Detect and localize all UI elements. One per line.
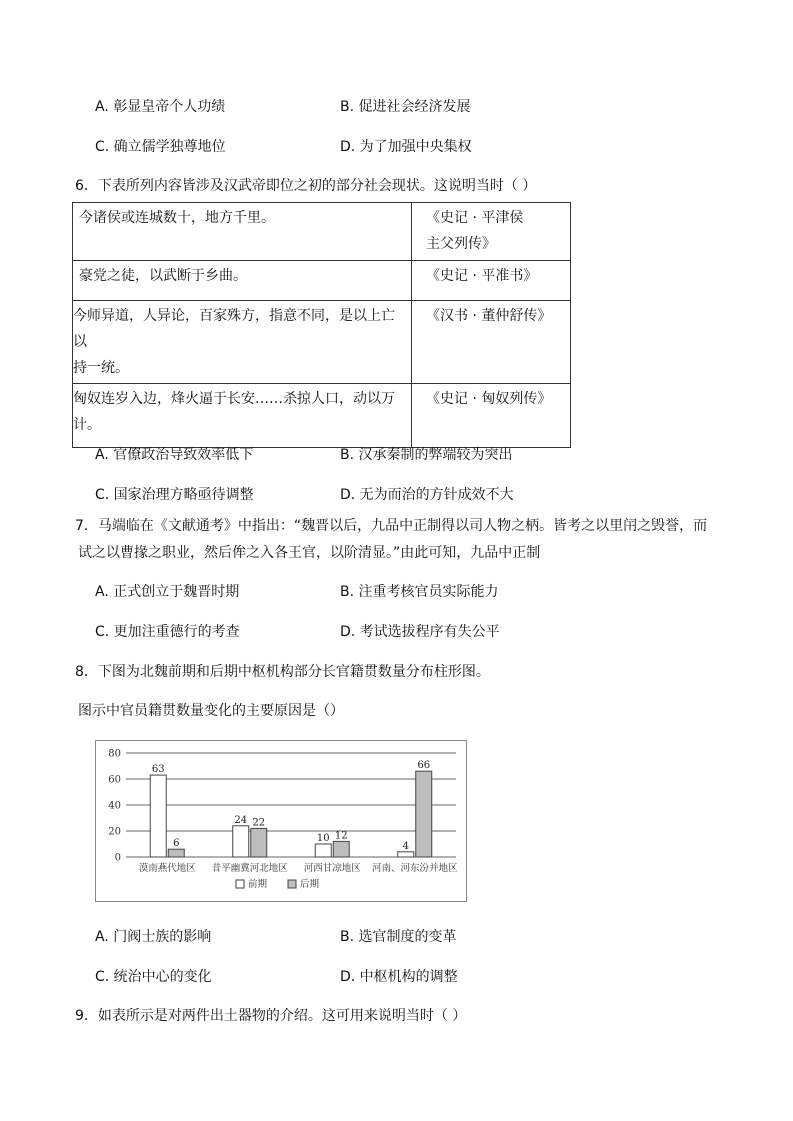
data-label: 66 xyxy=(417,760,431,772)
table-cell-text: 持一统。 xyxy=(73,360,129,376)
legend-swatch xyxy=(288,880,296,888)
q8-option-d: D. 中枢机构的调整 xyxy=(340,969,458,985)
q7-option-d: D. 考试选拔程序有失公平 xyxy=(340,624,500,640)
table-cell-source xyxy=(412,261,571,301)
data-label: 22 xyxy=(252,817,266,829)
q6-stem: 6．下表所列内容皆涉及汉武帝即位之初的部分社会现状。这说明当时（ ） xyxy=(75,178,537,194)
table-cell xyxy=(73,384,412,448)
q6-option-a: A. 官僚政治导致效率低下 xyxy=(95,447,254,463)
q6-option-c: C. 国家治理方略亟待调整 xyxy=(95,487,254,503)
q8-option-b: B. 选官制度的变革 xyxy=(340,929,457,945)
y-tick-label: 60 xyxy=(108,774,121,786)
data-label: 24 xyxy=(234,814,248,826)
q8-option-a: A. 门阀士族的影响 xyxy=(95,929,212,945)
bar-chart xyxy=(96,741,466,901)
bar-early xyxy=(233,826,249,857)
bar-early xyxy=(315,844,331,857)
q5-option-d: D. 为了加强中央集权 xyxy=(340,139,472,155)
data-label: 12 xyxy=(334,830,348,842)
bar-late xyxy=(168,849,184,857)
table-cell xyxy=(73,261,412,301)
table-cell-text: 豪党之徒，以武断于乡曲。 xyxy=(79,268,247,284)
legend-swatch xyxy=(236,880,244,888)
source-line: 《史记 · 平准书》 xyxy=(426,268,538,284)
y-tick-label: 80 xyxy=(108,748,121,760)
table-cell xyxy=(73,203,412,261)
table-cell-text: 计。 xyxy=(73,417,101,433)
y-tick-label: 20 xyxy=(108,826,121,838)
data-label: 10 xyxy=(316,833,330,844)
table-cell-source xyxy=(412,301,571,384)
data-label: 6 xyxy=(173,838,180,850)
source-line: 主父列传》 xyxy=(426,236,496,252)
q5-option-c: C. 确立儒学独尊地位 xyxy=(95,139,226,155)
bar-early xyxy=(398,852,414,857)
table-cell xyxy=(73,301,412,384)
legend-label: 后期 xyxy=(300,879,320,890)
q6-option-d: D. 无为而治的方针成效不大 xyxy=(340,487,514,503)
q7-option-c: C. 更加注重德行的考查 xyxy=(95,624,240,640)
source-line: 《史记 · 匈奴列传》 xyxy=(426,391,552,407)
x-tick-label: 漠南燕代地区 xyxy=(138,863,196,874)
data-label: 4 xyxy=(402,840,409,852)
q6-source-table xyxy=(72,202,571,448)
data-label: 63 xyxy=(151,764,165,776)
source-line: 《史记 · 平津侯 xyxy=(426,210,524,226)
x-tick-label: 河西甘凉地区 xyxy=(303,863,361,874)
bar-chart-frame xyxy=(95,740,467,902)
q7-option-a: A. 正式创立于魏晋时期 xyxy=(95,584,240,600)
source-line: 《汉书 · 董仲舒传》 xyxy=(426,308,552,324)
bar-late xyxy=(251,828,267,857)
q8-option-c: C. 统治中心的变化 xyxy=(95,969,212,985)
bar-late xyxy=(333,841,349,857)
table-row xyxy=(73,203,571,261)
table-row xyxy=(73,301,571,384)
x-tick-label: 河南、河东汾并地区 xyxy=(371,863,458,874)
table-cell-text: 今师异道，人异论，百家殊方，指意不同，是以上亡以 xyxy=(73,308,395,350)
q8-stem-line2: 图示中官员籍贯数量变化的主要原因是（） xyxy=(78,703,344,719)
table-row xyxy=(73,384,571,448)
legend-label: 前期 xyxy=(248,879,268,890)
table-cell-text: 今诸侯或连城数十，地方千里。 xyxy=(79,210,275,226)
q8-stem-line1: 8．下图为北魏前期和后期中枢机构部分长官籍贯数量分布柱形图。 xyxy=(75,664,490,680)
q7-option-b: B. 注重考核官员实际能力 xyxy=(340,584,499,600)
table-cell-source xyxy=(412,384,571,448)
bar-late xyxy=(416,771,432,857)
q7-stem-line1: 7．马端临在《文献通考》中指出：“魏晋以后，九品中正制得以司人物之柄。皆考之以里闬之毁誉，而 xyxy=(75,518,708,534)
table-cell-text: 匈奴连岁入边，烽火逼于长安……杀掠人口，动以万 xyxy=(73,391,395,407)
q7-stem-line2: 试之以曹掾之职业，然后侔之入各王官，以阶清显。”由此可知，九品中正制 xyxy=(78,545,541,561)
y-tick-label: 40 xyxy=(108,800,121,812)
q5-option-a: A. 彰显皇帝个人功绩 xyxy=(95,99,226,115)
table-row xyxy=(73,261,571,301)
bar-early xyxy=(150,775,166,857)
y-tick-label: 0 xyxy=(114,852,121,864)
q5-option-b: B. 促进社会经济发展 xyxy=(340,99,471,115)
table-cell-source xyxy=(412,203,571,261)
x-tick-label: 昔平幽冀河北地区 xyxy=(211,863,288,874)
q9-stem: 9．如表所示是对两件出土器物的介绍。这可用来说明当时（ ） xyxy=(75,1008,467,1024)
q6-option-b: B. 汉承秦制的弊端较为突出 xyxy=(340,447,513,463)
